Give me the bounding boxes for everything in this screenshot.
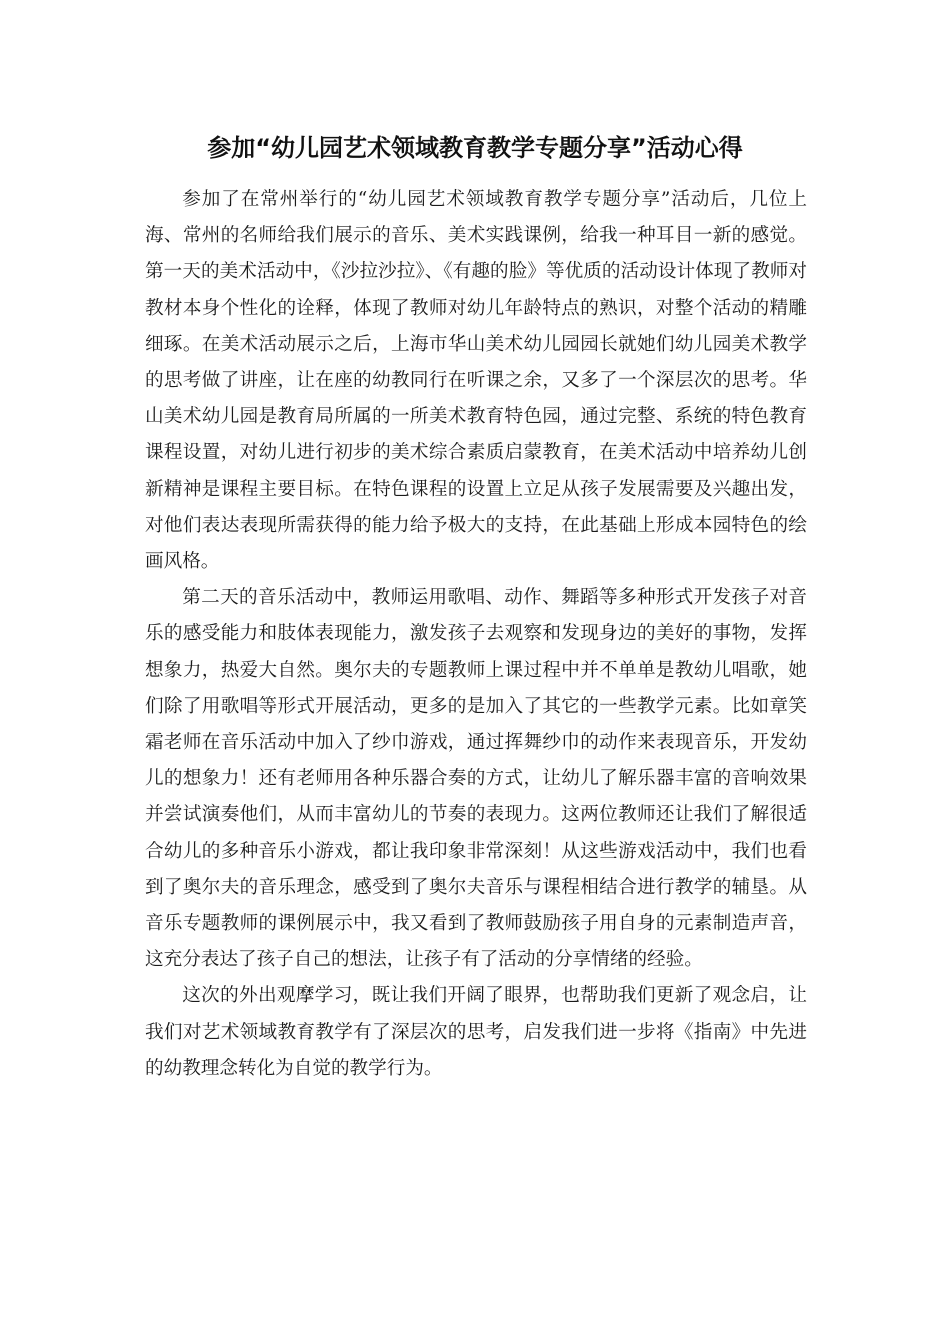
- document-body: [145, 182, 807, 1087]
- paragraph-2: 第二天的音乐活动中，教师运用歌唱、动作、舞蹈等多种形式开发孩子对音乐的感受能力和肢体表现能力，激发孩子去观察和发现身边的美好的事物，发挥想象力，热爱大自然。奥尔夫的专题教师上课过程中并不单单是教幼儿唱歌，她们除了用歌唱等形式开展活动，更多的是加入了其它的一些教学元素。比如章笑霜老师在音乐活动中加入了纱巾游戏，通过挥舞纱巾的动作来表现音乐，开发幼儿的想象力！还有老师用各种乐器合奏的方式，让幼儿了解乐器丰富的音响效果并尝试演奏他们，从而丰富幼儿的节奏的表现力。这两位教师还让我们了解很适合幼儿的多种音乐小游戏，都让我印象非常深刻！从这些游戏活动中，我们也看到了奥尔夫的音乐理念，感受到了奥尔夫音乐与课程相结合进行教学的辅垦。从音乐专题教师的课例展示中，我又看到了教师鼓励孩子用自身的元素制造声音，这充分表达了孩子自己的想法，让孩子有了活动的分享情绪的经验。: [145, 587, 807, 971]
- paragraph-3: 这次的外出观摩学习，既让我们开阔了眼界，也帮助我们更新了观念启，让我们对艺术领域教育教学有了深层次的思考，启发我们进一步将《指南》中先进的幼教理念转化为自觉的教学行为。: [145, 985, 807, 1079]
- document-title: 参加“幼儿园艺术领域教育教学专题分享”活动心得: [207, 134, 743, 162]
- paragraph-1: 参加了在常州举行的“幼儿园艺术领域教育教学专题分享”活动后，几位上海、常州的名师给我们展示的音乐、美术实践课例，给我一种耳目一新的感觉。第一天的美术活动中，《沙拉沙拉》、《有趣的脸》等优质的活动设计体现了教师对教材本身个性化的诠释，体现了教师对幼儿年龄特点的熟识，对整个活动的精雕细琢。在美术活动展示之后，上海市华山美术幼儿园园长就她们幼儿园美术教学的思考做了讲座，让在座的幼教同行在听课之余，又多了一个深层次的思考。华山美术幼儿园是教育局所属的一所美术教育特色园，通过完整、系统的特色教育课程设置，对幼儿进行初步的美术综合素质启蒙教育，在美术活动中培养幼儿创新精神是课程主要目标。在特色课程的设置上立足从孩子发展需要及兴趣出发，对他们表达表现所需获得的能力给予极大的支持，在此基础上形成本园特色的绘画风格。: [145, 189, 807, 573]
